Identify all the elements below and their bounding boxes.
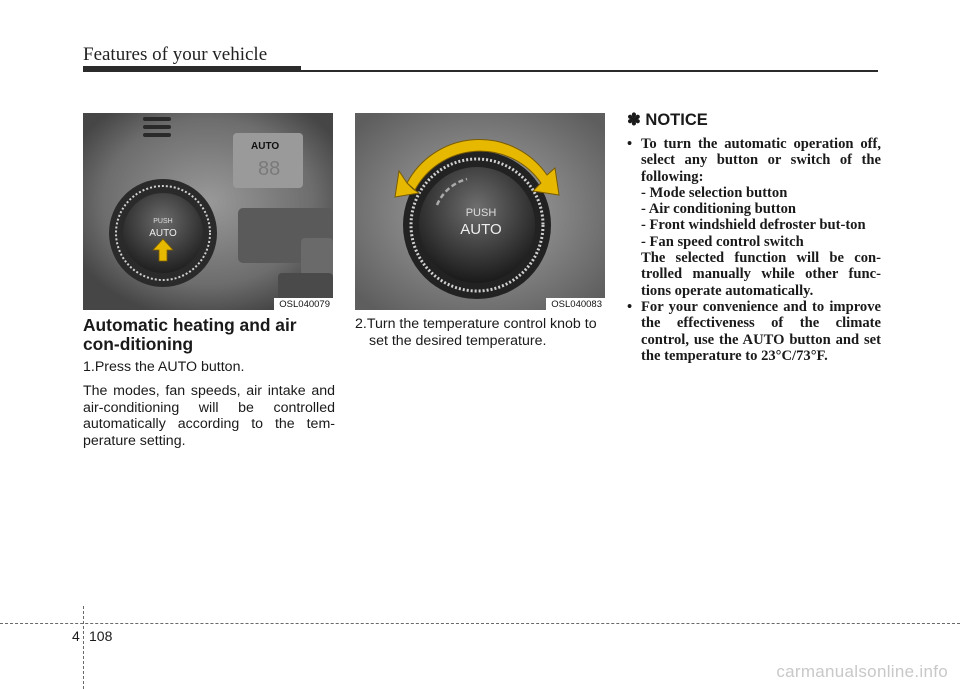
step-2-text: 2.Turn the temperature control knob to set the desired temperature. — [355, 316, 597, 349]
notice-list — [627, 136, 881, 364]
figure-auto-button — [83, 113, 333, 310]
notice-item-text: For your convenience and to improve the effectiveness of the climate control, use the AUTO button and set the temperature to 23°C/73°F. — [641, 298, 881, 364]
bullet: • — [627, 136, 633, 152]
step-1: 1.Press the AUTO button. — [83, 359, 245, 375]
header-title: Features of your vehicle — [83, 44, 268, 65]
notice-sub-item: - Fan speed control switch — [641, 233, 804, 250]
notice-item-tail: The selected function will be con-trolled manually while other func-tions operate automatically. — [641, 250, 881, 299]
auto-description: The modes, fan speeds, air intake and air-conditioning will be controlled automatically according to the tem-perature setting. — [83, 383, 335, 449]
figure-temperature-knob — [355, 113, 605, 310]
knob-auto-label: AUTO — [149, 228, 177, 239]
notice-item — [627, 136, 881, 299]
notice-item — [627, 299, 881, 364]
header-rule-thick — [83, 66, 301, 72]
watermark: carmanualsonline.info — [776, 662, 948, 681]
figure-caption: OSL040079 — [274, 298, 333, 310]
notice-sub-item: - Front windshield defroster but-ton — [641, 217, 866, 234]
notice-title — [627, 110, 708, 130]
step-2 — [355, 316, 607, 349]
notice-icon: ✽ — [627, 111, 641, 129]
figure-temperature-knob-illustration — [355, 113, 605, 310]
notice-item-lead: To turn the automatic operation off, select any button or switch of the following: — [641, 136, 881, 185]
knob2-push-label: PUSH — [465, 207, 497, 219]
svg-text:88: 88 — [258, 158, 281, 180]
header-rule-thin — [301, 70, 878, 72]
bullet: • — [627, 298, 633, 315]
page-number: 108 — [89, 628, 113, 644]
figure-caption: OSL040083 — [546, 298, 605, 310]
figure-auto-button-illustration — [83, 113, 333, 310]
knob2-auto-label: AUTO — [460, 221, 502, 238]
knob-push-label: PUSH — [153, 218, 173, 225]
notice-sub-item: - Air conditioning button — [641, 201, 797, 218]
footer-divider — [83, 606, 84, 689]
notice-title-text: NOTICE — [645, 111, 708, 129]
chapter-number: 4 — [72, 628, 80, 644]
display-auto-label: AUTO — [251, 141, 280, 152]
footer-rule — [0, 623, 960, 624]
section-title: Automatic heating and air con-ditioning — [83, 315, 297, 354]
notice-sub-item: - Mode selection button — [641, 184, 788, 201]
